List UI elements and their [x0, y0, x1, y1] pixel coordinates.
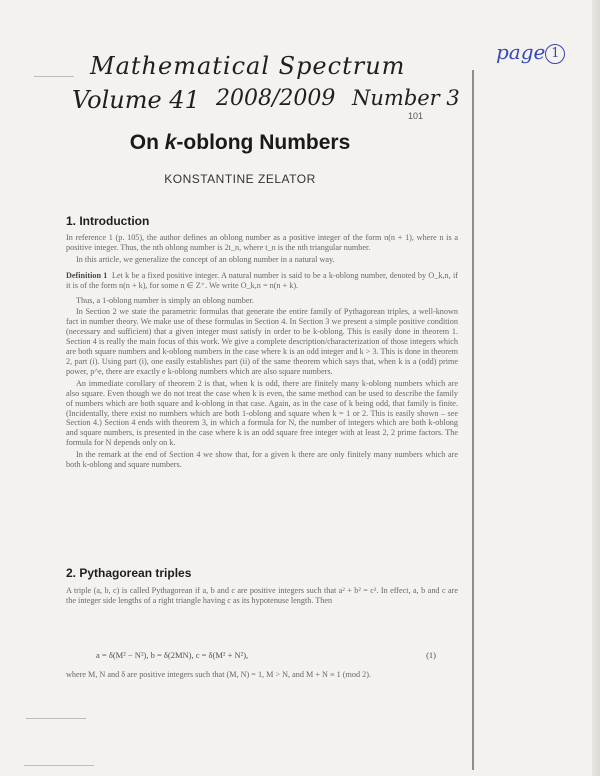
definition-block [66, 271, 458, 291]
handwritten-number: Number 3 [352, 86, 460, 110]
intro-paragraph: In Section 2 we state the parametric formulas that generate the entire family of Pythagorean triples, a well-known fact in number theory. We make use of these formulas in Section 4. In Section 3 we present a simple positive condition (necessary and sufficient) that a given integer must satisfy in order to be k-oblong. This is easily done in theorem 1. Section 4 is really the main focus of this work. We give a complete description/characterization of those integers which are both square numbers and k-oblong numbers in the case where k is an odd integer and k > 3. This is done in theorem 2, part (i). Using part (i), one easily establishes part (ii) of the same theorem which says that, when k is a (odd) prime power, p^e, there are exactly e k-oblong numbers which are also square numbers. [66, 307, 458, 376]
intro-paragraph: In reference 1 (p. 105), the author defines an oblong number as a positive integer of the form n(n + 1), where n is a positive integer. Thus, the nth oblong number is 2t_n, where t_n is the nth triangular number. [66, 233, 458, 252]
scan-mark [34, 76, 74, 77]
page-note [496, 40, 565, 64]
equation-number: (1) [426, 650, 436, 660]
handwritten-journal-title: Mathematical Spectrum [90, 52, 406, 80]
section-heading-pythagorean: 2. Pythagorean triples [66, 566, 192, 580]
intro-paragraph: An immediate corollary of theorem 2 is that, when k is odd, there are finitely many k-oblong numbers which are also square. Even though we do not treat the case when k is even, the same method can be used to describe the family of numbers which are both square and k-oblong in that case. Again, as in the case of k being odd, that family is finite. (Incidentally, there exist no numbers which are both 1-oblong and square when k = 1 or 2. This is easily shown – see Section 4.) Section 4 ends with theorem 3, in which a formula for N, the number of integers which are both k-oblong and square numbers, is presented in the case where k is an odd square free integer with at least 2, 2 prime factors. The formula for N depends only on k. [66, 378, 458, 448]
page-note-text: page [496, 40, 546, 64]
article-title [0, 131, 480, 155]
equation-1 [96, 650, 436, 660]
scan-mark [26, 718, 86, 719]
pythagorean-body [66, 586, 458, 608]
scan-mark [24, 765, 94, 766]
intro-paragraph: In this article, we generalize the concept of an oblong number in a natural way. [76, 254, 335, 264]
definition-text: Let k be a fixed positive integer. A natural number is said to be a k-oblong number, denoted by O_k,n, if it is of the form n(n + k), for some n ∈ Z⁺. We write O_k,n = n(n + k). [66, 270, 458, 290]
scan-edge [592, 0, 600, 776]
introduction-body [66, 233, 458, 472]
page-note-circled-number: 1 [545, 44, 565, 64]
intro-paragraph: In the remark at the end of Section 4 we show that, for a given k there are only finitely many numbers which are both k-oblong and square numbers. [66, 450, 458, 470]
intro-paragraph: Thus, a 1-oblong number is simply an oblong number. [76, 295, 254, 305]
section-heading-introduction: 1. Introduction [66, 214, 150, 228]
article-title-k: k [164, 131, 177, 154]
equation-text: a = δ(M² − N²), b = δ(2MN), c = δ(M² + N²), [96, 650, 249, 660]
pythagorean-paragraph: A triple (a, b, c) is called Pythagorean if a, b and c are positive integers such that a² + b² = c². In effect, a, b and c are the integer side lengths of a right triangle having c as its hypotenuse length. Then [66, 586, 458, 605]
pythagorean-body-after [66, 670, 458, 682]
article-title-rest: -oblong Numbers [176, 131, 351, 154]
pythagorean-after-paragraph: where M, N and δ are positive integers such that (M, N) = 1, M > N, and M + N ≡ 1 (mod 2). [66, 670, 371, 679]
definition-label: Definition 1 [66, 270, 108, 280]
article-title-prefix: On [129, 131, 165, 154]
handwritten-years: 2008/2009 [216, 86, 336, 111]
article-author: KONSTANTINE ZELATOR [164, 172, 316, 186]
handwritten-volume: Volume 41 [72, 86, 200, 114]
page-number: 101 [408, 111, 424, 121]
